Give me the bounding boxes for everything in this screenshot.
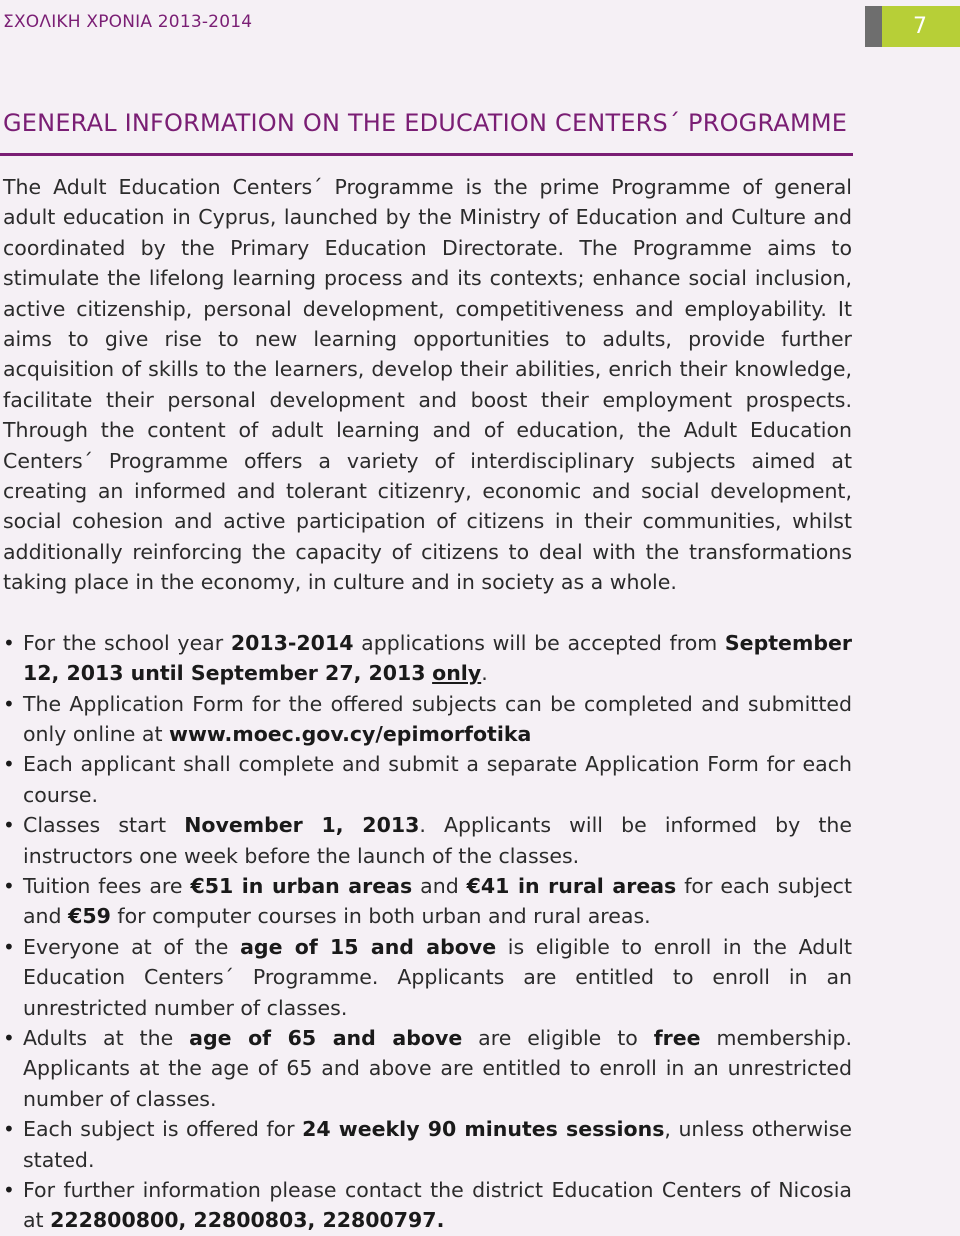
fee-rural: €41 in rural areas bbox=[466, 873, 677, 898]
page-tab-grey-strip bbox=[865, 6, 882, 47]
eligibility-age: age of 15 and above bbox=[240, 934, 497, 959]
intro-paragraph: The Adult Education Centers΄ Programme is the prime Programme of general adult education in Cyprus, launched by the Ministry of Education and Culture and coordinated by the Primary Education Directorate. The Programme aims to stimulate the lifelong learning process and its contexts; enhance social inclusion, active citizenship, personal development, competitiveness and employability. It aims to give rise to new learning opportunities to adults, provide further acquisition of skills to the learners, develop their abilities, enrich their knowledge, facilitate their personal development and boost their employment prospects. Through the content of adult learning and of education, the Adult Education Centers΄ Programme offers a variety of interdisciplinary subjects aimed at creating an informed and tolerant citizenry, economic and social development, social cohesion and active participation of citizens in their communities, whilst additionally reinforcing the capacity of citizens to deal with the transformations taking place in the economy, in culture and in society as a whole. bbox=[3, 175, 852, 595]
bullet-classes-start: • Classes start November 1, 2013. Applicants will be informed by the instructors one week before the launch of the classes. bbox=[3, 810, 852, 871]
application-dates: September 12, 2013 until September 27, 2013 bbox=[23, 630, 853, 686]
bullet-application-period: • For the school year 2013-2014 applications will be accepted from September 12, 2013 until September 27, 2013 only. bbox=[3, 628, 852, 689]
section-heading: GENERAL INFORMATION ON THE EDUCATION CENTERS΄ PROGRAMME bbox=[3, 109, 848, 137]
session-count: 24 weekly 90 minutes sessions bbox=[302, 1117, 665, 1142]
bullet-sessions: • Each subject is offered for 24 weekly 90 minutes sessions, unless otherwise stated. bbox=[3, 1114, 852, 1175]
application-url[interactable]: www.moec.gov.cy/epimorfotika bbox=[169, 721, 532, 746]
school-year: 2013-2014 bbox=[230, 630, 354, 655]
bullet-contact-info: • For further information please contact the district Education Centers of Nicosia at 222800800, 22800803, 22800797. bbox=[3, 1175, 852, 1236]
bullet-free-membership: • Adults at the age of 65 and above are eligible to free membership. Applicants at the age of 65 and above are entitled to enroll in an unrestricted number of classes. bbox=[3, 1023, 852, 1114]
fee-urban: €51 in urban areas bbox=[190, 873, 413, 898]
bullet-online-application: • The Application Form for the offered subjects can be completed and submitted only online at www.moec.gov.cy/epimorfotika bbox=[3, 689, 852, 750]
only-emphasis: only bbox=[432, 661, 482, 686]
document-body bbox=[3, 172, 852, 1236]
bullet-tuition-fees: • Tuition fees are €51 in urban areas and €41 in rural areas for each subject and €59 for computer courses in both urban and rural areas. bbox=[3, 871, 852, 932]
contact-phones: 222800800, 22800803, 22800797. bbox=[50, 1208, 445, 1233]
senior-age: age of 65 and above bbox=[189, 1025, 463, 1050]
info-bullet-list bbox=[3, 628, 852, 1236]
heading-divider bbox=[0, 153, 853, 156]
bullet-separate-form: • Each applicant shall complete and submit a separate Application Form for each course. bbox=[3, 749, 852, 810]
fee-computer: €59 bbox=[68, 904, 111, 929]
page-number: 7 bbox=[913, 14, 927, 39]
classes-start-date: November 1, 2013 bbox=[184, 813, 420, 838]
bullet-eligibility-age: • Everyone at of the age of 15 and above is eligible to enroll in the Adult Education Centers΄ Programme. Applicants are entitled to enroll in an unrestricted number of classes. bbox=[3, 932, 852, 1023]
free-emphasis: free bbox=[653, 1025, 701, 1050]
running-header-title: ΣΧΟΛΙΚΗ ΧΡΟΝΙΑ 2013-2014 bbox=[3, 12, 253, 32]
